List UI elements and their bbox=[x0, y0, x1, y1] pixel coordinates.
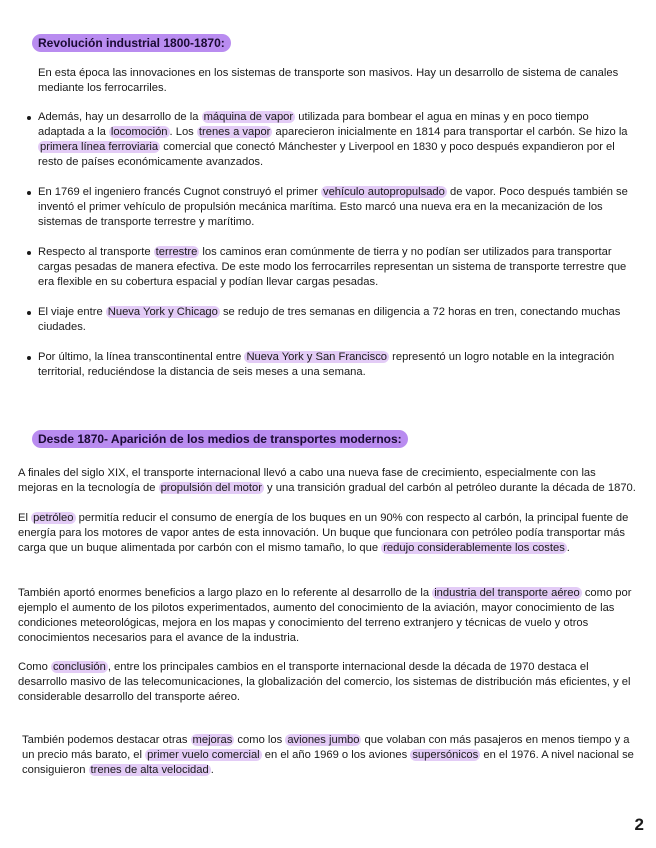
modern-transport-paragraph-4: Como conclusión , entre los principales cambios en el transporte internacional desde la década de 1970 destaca el desarrollo masivo de las telecomunicaciones, la globalización del comercio, los sistemas de distribución más eficientes, y el considerable desarrollo del transporte aéreo. bbox=[18, 661, 631, 703]
highlighted-term: terrestre bbox=[155, 246, 198, 258]
list-item: En 1769 el ingeniero francés Cugnot construyó el primer vehículo autopropulsado de vapor. Poco después también se inventó el primer vehículo de propulsión mecánica marítima. Esto marcó una nueva era en la mecanización de los sistemas de transporte terrestre y marítimo. bbox=[38, 185, 636, 230]
modern-transport-paragraph-1: A finales del siglo XIX, el transporte internacional llevó a cabo una nueva fase de crecimiento, especialmente con las mejoras en la tecnología de propulsión del motor y una transición gradual del carbón al petróleo durante la década de 1870. bbox=[18, 467, 636, 494]
highlighted-term: Nueva York y San Francisco bbox=[246, 351, 388, 363]
highlighted-term: trenes de alta velocidad bbox=[90, 764, 209, 776]
highlighted-term: petróleo bbox=[33, 512, 74, 524]
highlighted-term: vehículo autopropulsado bbox=[322, 186, 445, 198]
list-item: Respecto al transporte terrestre los caminos eran comúnmente de tierra y no podían ser utilizados para transportar cargas pesadas de manera efectiva. De este modo los ferrocarriles representan un sistema de transporte terrestre que era flexible en su cobertura espacial y podían llevar cargas pesadas. bbox=[38, 245, 636, 290]
highlighted-term: primer vuelo comercial bbox=[147, 749, 260, 761]
highlighted-term: trenes a vapor bbox=[198, 126, 271, 138]
highlighted-term: primera línea ferroviaria bbox=[40, 141, 159, 153]
industrial-revolution-bullet-list bbox=[38, 110, 636, 380]
modern-transport-paragraph-5: También podemos destacar otras mejoras como los aviones jumbo que volaban con más pasajeros en menos tiempo y a un precio más barato, el primer vuelo comercial en el año 1969 o los aviones supersónicos en el 1976. A nivel nacional se consiguieron trenes de alta velocidad . bbox=[22, 734, 634, 776]
highlighted-term: locomoción bbox=[110, 126, 168, 138]
highlighted-term: Nueva York y Chicago bbox=[107, 306, 218, 318]
intro-paragraph: En esta época las innovaciones en los sistemas de transporte son masivos. Hay un desarrollo de sistema de canales mediante los ferrocarriles. bbox=[38, 67, 619, 94]
highlighted-term: supersónicos bbox=[412, 749, 479, 761]
list-item: Además, hay un desarrollo de la máquina de vapor utilizada para bombear el agua en minas y en poco tiempo adaptada a la locomoción . Los trenes a vapor aparecieron inicialmente en 1814 para transportar el carbón. Se hizo la primera línea ferroviaria comercial que conectó Mánchester y Liverpool en 1830 y poco después expandieron por el resto de países económicamente avanzados. bbox=[38, 110, 636, 170]
highlighted-term: máquina de vapor bbox=[203, 111, 294, 123]
modern-transport-paragraph-2: El petróleo permitía reducir el consumo de energía de los buques en un 90% con respecto al carbón, la principal fuente de energía para los motores de vapor antes de esta innovación. Un buque que funcionara con petróleo podía transportar más carga que un buque alimentada por carbón con el mismo tamaño, lo que redujo considerablemente los costes . bbox=[18, 512, 629, 554]
highlighted-term: propulsión del motor bbox=[160, 482, 262, 494]
modern-transport-paragraph-3: También aportó enormes beneficios a largo plazo en lo referente al desarrollo de la industria del transporte aéreo como por ejemplo el aumento de los pilotos experimentados, aumento del conocimiento de la aviación, mayor conocimiento de las condiciones meteorológicas, mejora en los mapas y conocimiento del terreno extranjero y técnicas de vuelo y otros conocimientos necesarios para el avance de la industria. bbox=[18, 587, 632, 644]
highlighted-term: aviones jumbo bbox=[287, 734, 360, 746]
list-item: Por último, la línea transcontinental entre Nueva York y San Francisco representó un logro notable en la integración territorial, reduciéndose la distancia de seis meses a una semana. bbox=[38, 350, 636, 380]
list-item: El viaje entre Nueva York y Chicago se redujo de tres semanas en diligencia a 72 horas en tren, conectando muchas ciudades. bbox=[38, 305, 636, 335]
section-heading-modern-transport: Desde 1870- Aparición de los medios de transportes modernos: bbox=[32, 430, 408, 448]
section-heading-industrial-revolution: Revolución industrial 1800-1870: bbox=[32, 34, 231, 52]
page-number: 2 bbox=[634, 815, 644, 834]
highlighted-term: redujo considerablemente los costes bbox=[383, 542, 565, 554]
highlighted-term: mejoras bbox=[192, 734, 233, 746]
highlighted-term: conclusión bbox=[52, 661, 106, 673]
highlighted-term: industria del transporte aéreo bbox=[434, 587, 580, 599]
